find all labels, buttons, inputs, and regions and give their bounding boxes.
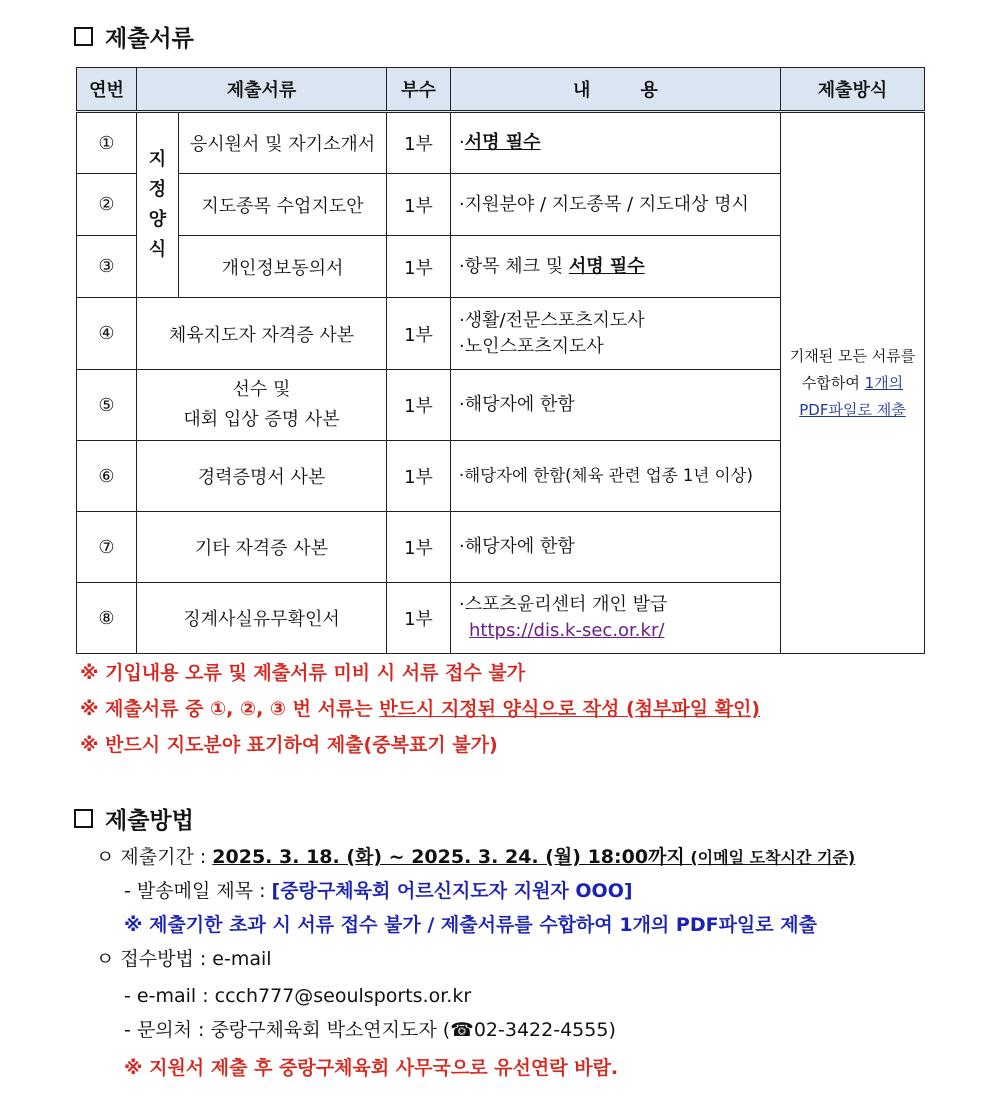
mail-subject: - 발송메일 제목 : [중랑구체육회 어르신지도자 지원자 OOO] bbox=[124, 880, 633, 902]
ethics-center-link[interactable]: https://dis.k-sec.or.kr/ bbox=[469, 620, 665, 641]
documents-table bbox=[76, 67, 925, 654]
row-no: ④ bbox=[77, 298, 137, 370]
deadline-note: ※ 제출기한 초과 시 서류 접수 불가 / 제출서류를 수합하여 1개의 PDF파일로 제출 bbox=[124, 914, 817, 936]
note-1: ※ 기입내용 오류 및 제출서류 미비 시 서류 접수 불가 bbox=[80, 662, 526, 684]
row-qty: 1부 bbox=[387, 112, 451, 174]
header-document: 제출서류 bbox=[137, 68, 387, 112]
row-document: 응시원서 및 자기소개서 bbox=[179, 112, 387, 174]
submission-method-line: ㅇ 접수방법 : e-mail bbox=[96, 948, 272, 970]
row-qty: 1부 bbox=[387, 370, 451, 441]
row-document: 개인정보동의서 bbox=[179, 236, 387, 298]
submission-period: ㅇ 제출기간 : 2025. 3. 18. (화) ~ 2025. 3. 24. (월) 18:00까지 (이메일 도착시간 기준) bbox=[96, 846, 856, 868]
header-qty: 부수 bbox=[387, 68, 451, 112]
row-content: ·해당자에 한함 bbox=[451, 370, 781, 441]
row-document: 체육지도자 자격증 사본 bbox=[137, 298, 387, 370]
note-2: ※ 제출서류 중 ①, ②, ③ 번 서류는 반드시 지정된 양식으로 작성 (첨부파일 확인) bbox=[80, 698, 761, 720]
designated-form-label: 지 정 양 식 bbox=[137, 112, 179, 298]
row-qty: 1부 bbox=[387, 583, 451, 654]
row-content: ·지원분야 / 지도종목 / 지도대상 명시 bbox=[451, 174, 781, 236]
section-title-method: 제출방법 bbox=[74, 802, 194, 835]
final-note: ※ 지원서 제출 후 중랑구체육회 사무국으로 유선연락 바람. bbox=[124, 1057, 619, 1079]
section-title-documents: 제출서류 bbox=[74, 20, 194, 53]
row-qty: 1부 bbox=[387, 298, 451, 370]
row-qty: 1부 bbox=[387, 236, 451, 298]
row-no: ③ bbox=[77, 236, 137, 298]
row-content: ·해당자에 한함 bbox=[451, 512, 781, 583]
contact-line: - 문의처 : 중랑구체육회 박소연지도자 (☎02-3422-4555) bbox=[124, 1019, 616, 1041]
row-content: ·해당자에 한함(체육 관련 업종 1년 이상) bbox=[451, 441, 781, 512]
header-no: 연번 bbox=[77, 68, 137, 112]
row-document: 지도종목 수업지도안 bbox=[179, 174, 387, 236]
row-document: 기타 자격증 사본 bbox=[137, 512, 387, 583]
row-no: ② bbox=[77, 174, 137, 236]
row-content: ·항목 체크 및 서명 필수 bbox=[451, 236, 781, 298]
row-content: ·서명 필수 bbox=[451, 112, 781, 174]
table-header-row bbox=[77, 68, 925, 112]
row-content: ·스포츠윤리센터 개인 발급 https://dis.k-sec.or.kr/ bbox=[451, 583, 781, 654]
row-qty: 1부 bbox=[387, 441, 451, 512]
table-row bbox=[77, 112, 925, 174]
checkbox-square-icon bbox=[74, 809, 93, 828]
header-method: 제출방식 bbox=[781, 68, 925, 112]
row-no: ⑧ bbox=[77, 583, 137, 654]
row-document: 선수 및 대회 입상 증명 사본 bbox=[137, 370, 387, 441]
warning-notes bbox=[80, 655, 760, 763]
email-line: - e-mail : ccch777@seoulsports.or.kr bbox=[124, 985, 472, 1007]
row-qty: 1부 bbox=[387, 512, 451, 583]
checkbox-square-icon bbox=[74, 27, 93, 46]
row-document: 경력증명서 사본 bbox=[137, 441, 387, 512]
header-content: 내 용 bbox=[451, 68, 781, 112]
row-document: 징계사실유무확인서 bbox=[137, 583, 387, 654]
submission-method: 기재된 모든 서류를 수합하여 1개의 PDF파일로 제출 bbox=[781, 112, 925, 654]
row-no: ① bbox=[77, 112, 137, 174]
row-no: ⑤ bbox=[77, 370, 137, 441]
row-no: ⑦ bbox=[77, 512, 137, 583]
row-no: ⑥ bbox=[77, 441, 137, 512]
row-qty: 1부 bbox=[387, 174, 451, 236]
note-3: ※ 반드시 지도분야 표기하여 제출(중복표기 불가) bbox=[80, 734, 498, 756]
row-content: ·생활/전문스포츠지도사 ·노인스포츠지도사 bbox=[451, 298, 781, 370]
